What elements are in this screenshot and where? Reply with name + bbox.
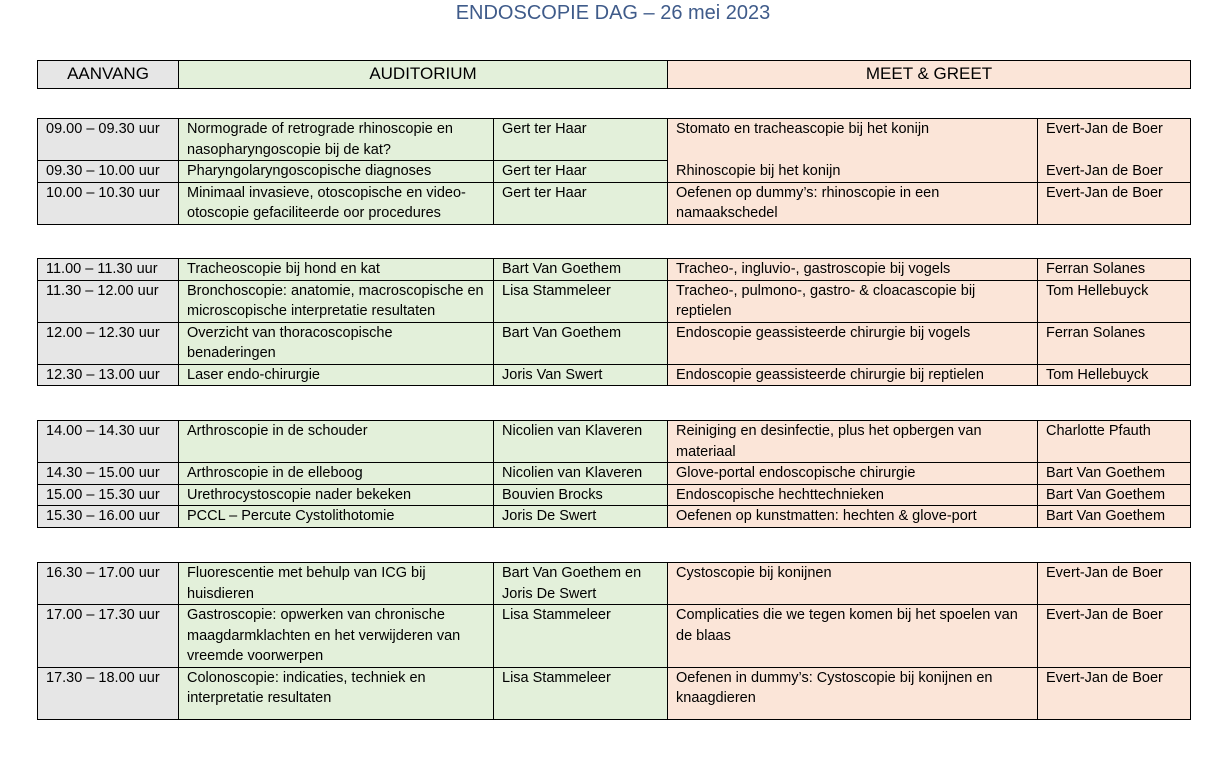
auditorium-speaker: Lisa Stammeleer — [494, 280, 668, 322]
auditorium-topic: Colonoscopie: indicaties, techniek en interpretatie resultaten — [179, 667, 494, 719]
auditorium-topic: Gastroscopie: opwerken van chronische maagdarmklachten en het verwijderen van vreemde voorwerpen — [179, 605, 494, 668]
meet-greet-topic: Tracheo-, pulmono-, gastro- & cloacascopie bij reptielen — [668, 280, 1038, 322]
auditorium-speaker: Gert ter Haar — [494, 119, 668, 161]
meet-greet-topic: Reiniging en desinfectie, plus het opbergen van materiaal — [668, 421, 1038, 463]
auditorium-topic: Bronchoscopie: anatomie, macroscopische en microscopische interpretatie resultaten — [179, 280, 494, 322]
table-row — [38, 667, 1191, 719]
header-row — [38, 61, 1191, 89]
meet-greet-topic: Endoscopische hechttechnieken — [668, 484, 1038, 506]
meet-greet-topic: Oefenen op dummy’s: rhinoscopie in een namaakschedel — [668, 182, 1038, 224]
meet-greet-topic: Tracheo-, ingluvio-, gastroscopie bij vogels — [668, 259, 1038, 281]
auditorium-speaker: Lisa Stammeleer — [494, 667, 668, 719]
meet-greet-speaker: Evert-Jan de Boer — [1038, 667, 1191, 719]
auditorium-topic: Fluorescentie met behulp van ICG bij huisdieren — [179, 563, 494, 605]
auditorium-speaker: Lisa Stammeleer — [494, 605, 668, 668]
table-row — [38, 506, 1191, 528]
auditorium-speaker: Nicolien van Klaveren — [494, 463, 668, 485]
meet-greet-speaker: Tom Hellebuyck — [1038, 280, 1191, 322]
auditorium-speaker: Bart Van Goethem en Joris De Swert — [494, 563, 668, 605]
meet-greet-topic: Glove-portal endoscopische chirurgie — [668, 463, 1038, 485]
auditorium-speaker: Gert ter Haar — [494, 182, 668, 224]
auditorium-speaker: Bart Van Goethem — [494, 322, 668, 364]
table-row — [38, 182, 1191, 224]
auditorium-speaker: Joris De Swert — [494, 506, 668, 528]
time-cell: 11.30 – 12.00 uur — [38, 280, 179, 322]
meet-greet-topic: Complicaties die we tegen komen bij het spoelen van de blaas — [668, 605, 1038, 668]
meet-greet-speaker: Ferran Solanes — [1038, 259, 1191, 281]
schedule-block-3 — [37, 420, 1191, 528]
time-cell: 09.00 – 09.30 uur — [38, 119, 179, 161]
header-auditorium: AUDITORIUM — [179, 61, 668, 89]
meet-greet-speaker: Tom Hellebuyck — [1038, 364, 1191, 386]
auditorium-topic: Urethrocystoscopie nader bekeken — [179, 484, 494, 506]
page-title: ENDOSCOPIE DAG – 26 mei 2023 — [455, 2, 771, 24]
header-meet-greet: MEET & GREET — [668, 61, 1191, 89]
auditorium-topic: Arthroscopie in de elleboog — [179, 463, 494, 485]
meet-greet-speaker: Bart Van Goethem — [1038, 506, 1191, 528]
table-row — [38, 280, 1191, 322]
meet-greet-speaker: Evert-Jan de Boer — [1038, 161, 1191, 183]
time-cell: 12.30 – 13.00 uur — [38, 364, 179, 386]
auditorium-speaker: Nicolien van Klaveren — [494, 421, 668, 463]
schedule-block-1 — [37, 118, 1191, 225]
time-cell: 15.30 – 16.00 uur — [38, 506, 179, 528]
auditorium-topic: Pharyngolaryngoscopische diagnoses — [179, 161, 494, 183]
table-row — [38, 322, 1191, 364]
meet-greet-speaker: Charlotte Pfauth — [1038, 421, 1191, 463]
meet-greet-topic: Oefenen in dummy’s: Cystoscopie bij konijnen en knaagdieren — [668, 667, 1038, 719]
time-cell: 17.30 – 18.00 uur — [38, 667, 179, 719]
table-row — [38, 421, 1191, 463]
table-row — [38, 259, 1191, 281]
time-cell: 09.30 – 10.00 uur — [38, 161, 179, 183]
time-cell: 14.30 – 15.00 uur — [38, 463, 179, 485]
meet-greet-speaker: Evert-Jan de Boer — [1038, 182, 1191, 224]
meet-greet-topic: Oefenen op kunstmatten: hechten & glove-port — [668, 506, 1038, 528]
time-cell: 14.00 – 14.30 uur — [38, 421, 179, 463]
meet-greet-speaker: Bart Van Goethem — [1038, 463, 1191, 485]
auditorium-speaker: Joris Van Swert — [494, 364, 668, 386]
header-aanvang: AANVANG — [38, 61, 179, 89]
auditorium-topic: PCCL – Percute Cystolithotomie — [179, 506, 494, 528]
table-row — [38, 605, 1191, 668]
auditorium-topic: Arthroscopie in de schouder — [179, 421, 494, 463]
table-row — [38, 463, 1191, 485]
table-row — [38, 364, 1191, 386]
table-row — [38, 119, 1191, 161]
meet-greet-speaker: Bart Van Goethem — [1038, 484, 1191, 506]
time-cell: 17.00 – 17.30 uur — [38, 605, 179, 668]
schedule-header-table — [37, 60, 1191, 89]
meet-greet-speaker: Evert-Jan de Boer — [1038, 119, 1191, 161]
auditorium-speaker: Bouvien Brocks — [494, 484, 668, 506]
time-cell: 15.00 – 15.30 uur — [38, 484, 179, 506]
schedule-block-2 — [37, 258, 1191, 386]
auditorium-topic: Normograde of retrograde rhinoscopie en nasopharyngoscopie bij de kat? — [179, 119, 494, 161]
auditorium-topic: Tracheoscopie bij hond en kat — [179, 259, 494, 281]
time-cell: 16.30 – 17.00 uur — [38, 563, 179, 605]
time-cell: 12.00 – 12.30 uur — [38, 322, 179, 364]
meet-greet-topic: Cystoscopie bij konijnen — [668, 563, 1038, 605]
auditorium-speaker: Bart Van Goethem — [494, 259, 668, 281]
schedule-block-4 — [37, 562, 1191, 720]
meet-greet-speaker: Evert-Jan de Boer — [1038, 563, 1191, 605]
auditorium-topic: Laser endo-chirurgie — [179, 364, 494, 386]
meet-greet-topic: Endoscopie geassisteerde chirurgie bij vogels — [668, 322, 1038, 364]
table-row — [38, 161, 1191, 183]
meet-greet-speaker: Ferran Solanes — [1038, 322, 1191, 364]
time-cell: 11.00 – 11.30 uur — [38, 259, 179, 281]
auditorium-topic: Overzicht van thoracoscopische benaderingen — [179, 322, 494, 364]
meet-greet-speaker: Evert-Jan de Boer — [1038, 605, 1191, 668]
auditorium-topic: Minimaal invasieve, otoscopische en video-otoscopie gefaciliteerde oor procedures — [179, 182, 494, 224]
meet-greet-topic: Stomato en tracheascopie bij het konijn — [668, 119, 1038, 161]
table-row — [38, 563, 1191, 605]
meet-greet-topic: Endoscopie geassisteerde chirurgie bij reptielen — [668, 364, 1038, 386]
auditorium-speaker: Gert ter Haar — [494, 161, 668, 183]
time-cell: 10.00 – 10.30 uur — [38, 182, 179, 224]
table-row — [38, 484, 1191, 506]
meet-greet-topic: Rhinoscopie bij het konijn — [668, 161, 1038, 183]
